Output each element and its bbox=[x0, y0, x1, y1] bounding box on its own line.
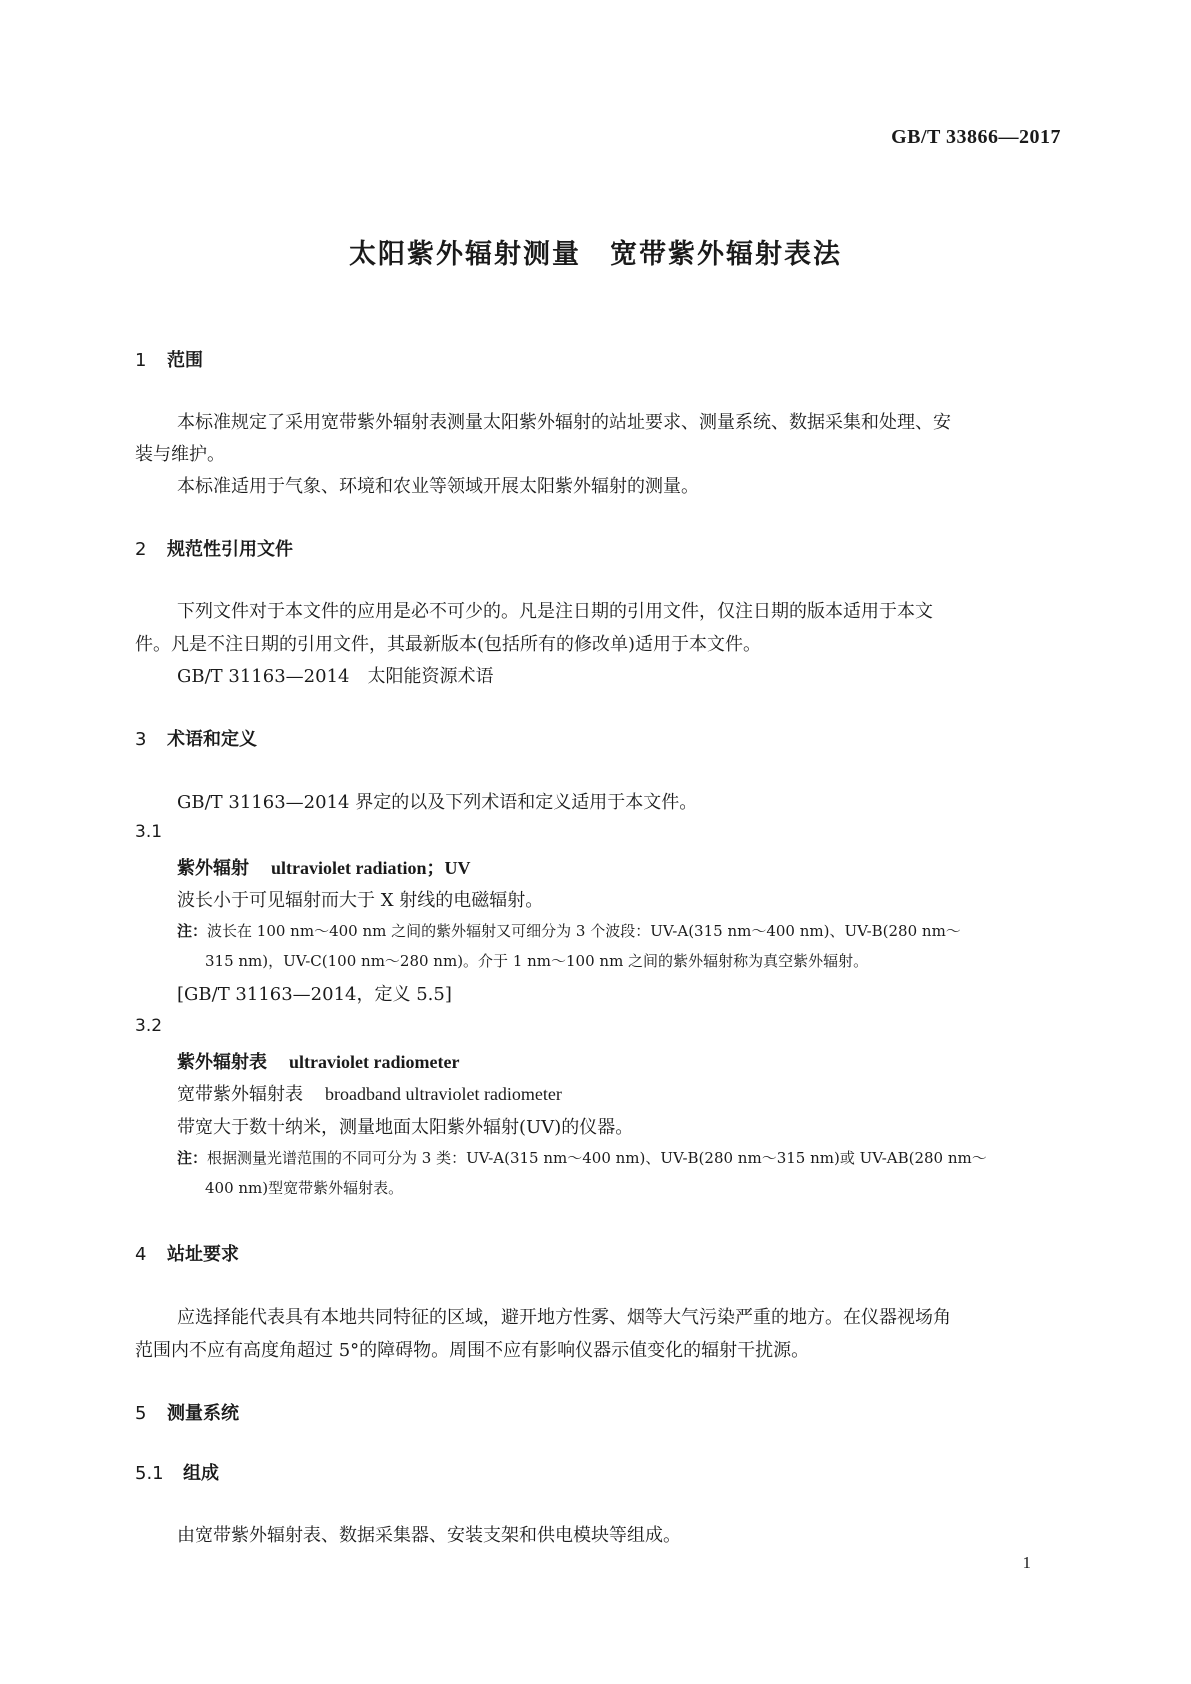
s1-paragraph-2: 本标准适用于气象、环境和农业等领域开展太阳紫外辐射的测量。 bbox=[177, 476, 699, 497]
section-2-heading bbox=[135, 535, 293, 561]
term-en: ultraviolet radiometer bbox=[289, 1052, 460, 1072]
alt-term-zh: 宽带紫外辐射表 bbox=[177, 1084, 303, 1105]
s2-paragraph-1-line-1: 下列文件对于本文件的应用是必不可少的。凡是注日期的引用文件，仅注日期的版本适用于本文 bbox=[177, 601, 933, 622]
section-5-heading bbox=[135, 1399, 239, 1425]
term-3-1-note-line-1 bbox=[177, 920, 961, 941]
term-3-2-note-line-2: 400 nm)型宽带紫外辐射表。 bbox=[205, 1179, 404, 1197]
section-title: 站址要求 bbox=[167, 1244, 239, 1265]
section-number: 3 bbox=[135, 729, 147, 750]
note-text: 波长在 100 nm～400 nm 之间的紫外辐射又可细分为 3 个波段：UV-A(315 nm～400 nm)、UV-B(280 nm～ bbox=[207, 922, 961, 940]
term-3-2-note-line-1 bbox=[177, 1147, 987, 1168]
term-3-1-source: [GB/T 31163—2014，定义 5.5] bbox=[177, 984, 452, 1005]
section-5-1-heading bbox=[135, 1459, 219, 1485]
s4-paragraph-line-2: 范围内不应有高度角超过 5°的障碍物。周围不应有影响仪器示值变化的辐射干扰源。 bbox=[135, 1340, 810, 1361]
s3-intro: GB/T 31163—2014 界定的以及下列术语和定义适用于本文件。 bbox=[177, 792, 698, 813]
term-en: ultraviolet radiation；UV bbox=[271, 858, 471, 878]
term-zh: 紫外辐射 bbox=[177, 858, 249, 879]
section-title: 组成 bbox=[183, 1463, 219, 1484]
section-title: 测量系统 bbox=[167, 1403, 239, 1424]
section-number: 1 bbox=[135, 350, 147, 371]
section-number: 2 bbox=[135, 539, 147, 560]
text-line: 本标准规定了采用宽带紫外辐射表测量太阳紫外辐射的站址要求、测量系统、数据采集和处理、安 bbox=[177, 412, 951, 433]
term-3-2-admitted-term bbox=[177, 1080, 562, 1106]
term-3-1-note-line-2: 315 nm)，UV-C(100 nm～280 nm)。介于 1 nm～100 nm 之间的紫外辐射称为真空紫外辐射。 bbox=[205, 952, 869, 970]
note-text: 根据测量光谱范围的不同可分为 3 类：UV-A(315 nm～400 nm)、UV-B(280 nm～315 nm)或 UV-AB(280 nm～ bbox=[207, 1149, 987, 1167]
section-3-heading bbox=[135, 725, 257, 751]
s5-1-paragraph: 由宽带紫外辐射表、数据采集器、安装支架和供电模块等组成。 bbox=[177, 1525, 681, 1546]
section-number: 5.1 bbox=[135, 1463, 164, 1484]
term-3-1-definition: 波长小于可见辐射而大于 X 射线的电磁辐射。 bbox=[177, 890, 544, 911]
note-label: 注： bbox=[177, 1149, 208, 1167]
term-zh: 紫外辐射表 bbox=[177, 1052, 267, 1073]
section-number: 4 bbox=[135, 1244, 147, 1265]
alt-term-en: broadband ultraviolet radiometer bbox=[325, 1084, 562, 1104]
s1-paragraph-1-line-1 bbox=[177, 408, 1060, 434]
term-3-1-number: 3.1 bbox=[135, 822, 163, 842]
page-number: 1 bbox=[1022, 1553, 1031, 1572]
section-title: 规范性引用文件 bbox=[167, 539, 293, 560]
section-number: 5 bbox=[135, 1403, 147, 1424]
s4-paragraph-line-1: 应选择能代表具有本地共同特征的区域，避开地方性雾、烟等大气污染严重的地方。在仪器视场角 bbox=[177, 1307, 951, 1328]
standard-number: GB/T 33866—2017 bbox=[891, 126, 1061, 148]
section-1-heading bbox=[135, 346, 203, 372]
s1-paragraph-1-line-2: 装与维护。 bbox=[135, 444, 225, 465]
s2-normative-reference: GB/T 31163—2014 太阳能资源术语 bbox=[177, 666, 494, 687]
term-3-1-title bbox=[177, 854, 471, 880]
section-4-heading bbox=[135, 1240, 239, 1266]
term-3-2-number: 3.2 bbox=[135, 1016, 163, 1036]
term-3-2-definition: 带宽大于数十纳米，测量地面太阳紫外辐射(UV)的仪器。 bbox=[177, 1117, 634, 1138]
term-3-2-title bbox=[177, 1048, 459, 1074]
section-title: 术语和定义 bbox=[167, 729, 257, 750]
document-title: 太阳紫外辐射测量 宽带紫外辐射表法 bbox=[349, 239, 842, 270]
s2-paragraph-1-line-2: 件。凡是不注日期的引用文件，其最新版本(包括所有的修改单)适用于本文件。 bbox=[135, 634, 762, 655]
section-title: 范围 bbox=[167, 350, 203, 371]
note-label: 注： bbox=[177, 922, 208, 940]
